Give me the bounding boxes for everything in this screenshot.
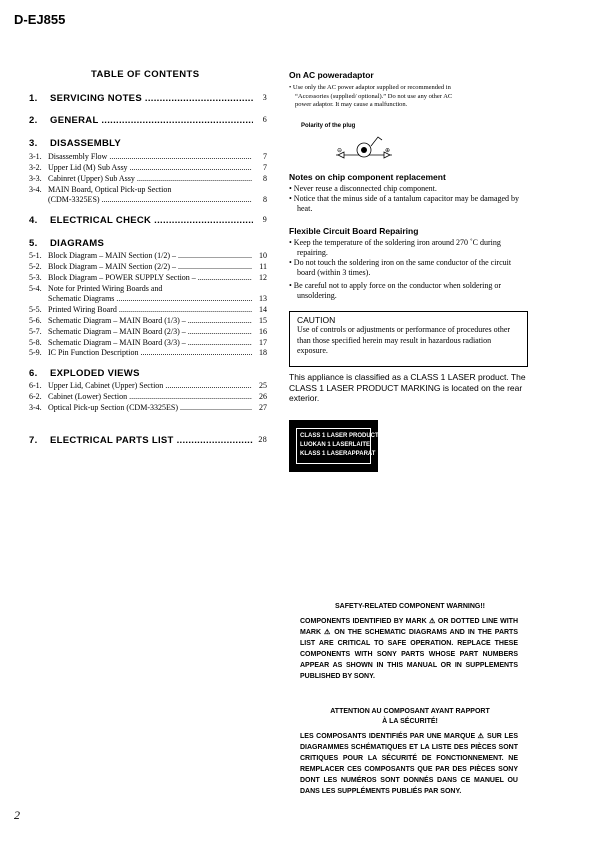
toc-item-number: 5-3. [29,273,42,282]
caution-text: Use of controls or adjustments or performance of procedures other than those specified herein may result in hazardous radiation exposure. [297,325,511,355]
toc-item-page: 11 [259,262,267,271]
toc-section-title: DISASSEMBLY [50,138,122,149]
toc-item-number: 5-1. [29,251,42,260]
toc-item-title: Note for Printed Wiring Boards and [48,284,163,293]
toc-item-page: 8 [263,174,267,183]
toc-item-number: 5-6. [29,316,42,325]
toc-item-number: 5-5. [29,305,42,314]
toc-item-title: Schematic Diagram – MAIN Board (3/3) – ..... [48,338,252,347]
toc-item-page: 13 [259,294,267,303]
toc-item-page: 26 [259,392,267,401]
toc-item-page: 17 [259,338,267,347]
toc-item-page: 15 [259,316,267,325]
toc-item[interactable] [29,392,269,403]
safety-warning-heading: SAFETY-RELATED COMPONENT WARNING!! [335,603,485,610]
toc-item-number: 3-1. [29,152,42,161]
toc-item-number: 5-8. [29,338,42,347]
model-number: D-EJ855 [14,12,66,27]
toc-item-page: 7 [263,163,267,172]
chip-bullet: • Notice that the minus side of a tantalum capacitor may be damaged by heat. [289,194,520,213]
toc-item-page: 10 [259,251,267,260]
toc-item[interactable] [29,327,269,338]
toc-item-title: IC Pin Function Description ..... [48,348,252,357]
toc-section-number: 1. [29,93,38,104]
toc-item[interactable] [29,273,269,284]
chip-bullet: • Never reuse a disconnected chip component. [289,184,437,193]
toc-item[interactable] [29,316,269,327]
toc-item-title: Block Diagram – MAIN Section (2/2) – ..... [48,262,252,271]
flex-bullet: • Be careful not to apply force on the conductor when soldering or unsoldering. [289,281,502,300]
toc-item-number: 5-9. [29,348,42,357]
toc-item[interactable] [29,195,269,206]
toc-item-title: Disassembly Flow ..... [48,152,252,161]
toc-title: TABLE OF CONTENTS [91,69,200,80]
toc-item-page: 27 [259,403,267,412]
toc-item[interactable] [29,262,269,273]
toc-section-number: 7. [29,435,38,446]
toc-item-page: 25 [259,381,267,390]
toc-item-number: 5-4. [29,284,42,293]
toc-item-title: (CDM-3325ES) ..... [48,195,252,204]
toc-item[interactable] [29,163,269,174]
toc-item-title: Schematic Diagrams ..... [48,294,252,303]
toc-section-title: EXPLODED VIEWS [50,368,140,379]
toc-section-page: 9 [262,215,267,224]
flex-bullet: • Do not touch the soldering iron on the same conductor of the circuit board (within 3 times). [289,258,512,277]
toc-item[interactable] [29,381,269,392]
toc-item-title: Schematic Diagram – MAIN Board (2/3) – ..... [48,327,252,336]
toc-item-title: Cabinet (Lower) Section ..... [48,392,252,401]
toc-section-number: 3. [29,138,38,149]
toc-item-number: 5-7. [29,327,42,336]
toc-item-title: Upper Lid, Cabinet (Upper) Section ..... [48,381,252,390]
toc-section[interactable] [29,115,269,127]
toc-item-number: 3-2. [29,163,42,172]
toc-item-page: 16 [259,327,267,336]
ac-adaptor-heading: On AC poweradaptor [289,70,374,80]
toc-item-number: 3-3. [29,174,42,183]
toc-section-page: 3 [262,93,267,102]
toc-item-title: Optical Pick-up Section (CDM-3325ES) ..... [48,403,252,412]
toc-item-title: Upper Lid (M) Sub Assy ..... [48,163,252,172]
toc-item-page: 12 [259,273,267,282]
toc-item-title: MAIN Board, Optical Pick-up Section [48,185,172,194]
safety-warning-fr-heading: ATTENTION AU COMPOSANT AYANT RAPPORT [330,708,490,715]
toc-item[interactable] [29,305,269,316]
toc-item-page: 18 [259,348,267,357]
toc-item-page: 7 [263,152,267,161]
flex-heading: Flexible Circuit Board Repairing [289,226,419,236]
toc-item[interactable] [29,403,269,414]
page-number: 2 [14,808,20,822]
toc-section-number: 5. [29,238,38,249]
laser-label-line: KLASS 1 LASERAPPARAT [300,451,376,457]
chip-heading: Notes on chip component replacement [289,172,446,182]
toc-section-number: 6. [29,368,38,379]
toc-item-title: Printed Wiring Board ..... [48,305,252,314]
toc-item-number: 6-2. [29,392,42,401]
toc-item[interactable] [29,174,269,185]
toc-section[interactable] [29,138,269,150]
safety-warning-body: COMPONENTS IDENTIFIED BY MARK ⚠ OR DOTTED LINE WITH MARK ⚠ ON THE SCHEMATIC DIAGRAMS AND IN THE PARTS LIST ARE CRITICAL TO SAFE OPERATION. REPLACE THESE COMPONENTS WITH SONY PARTS WHOSE PART NUMBERS APPEAR AS SHOWN IN THIS MANUAL OR IN SUPPLEMENTS PUBLISHED BY SONY. [300,618,518,680]
safety-warning-fr-body: LES COMPOSANTS IDENTIFIÉS PAR UNE MARQUE ⚠ SUR LES DIAGRAMMES SCHÉMATIQUES ET LA LISTE DES PIÈCES SONT CRITIQUES POUR LA SÉCURITÉ DE FONCTIONNEMENT. NE REMPLACER CES COMPOSANTS QUE PAR DES PIÈCES SONY DONT LES NUMÉROS SONT DONNÉS DANS CE MANUEL OU DANS LES SUPPLÉMENTS PUBLIÉS PAR SONY. [300,733,518,795]
caution-heading: CAUTION [297,315,336,325]
toc-section-number: 4. [29,215,38,226]
polarity-label: Polarity of the plug [301,123,356,129]
toc-section[interactable] [29,215,269,227]
toc-section[interactable] [29,368,269,380]
toc-item-page: 14 [259,305,267,314]
toc-section-page: 6 [262,115,267,124]
toc-item-title: Cabinret (Upper) Sub Assy ..... [48,174,252,183]
toc-item[interactable] [29,294,269,305]
safety-warning-fr-heading: À LA SÉCURITÉ! [382,718,438,725]
toc-section-title: ELECTRICAL PARTS LIST ..... [50,435,253,446]
toc-item-page: 8 [263,195,267,204]
toc-section-title: ELECTRICAL CHECK ..... [50,215,253,226]
laser-label-line: CLASS 1 LASER PRODUCT [300,433,379,439]
toc-item-title: Schematic Diagram – MAIN Board (1/3) – ..... [48,316,252,325]
toc-item-title: Block Diagram – MAIN Section (1/2) – ..... [48,251,252,260]
toc-section-title: GENERAL ..... [50,115,253,126]
toc-item-number: 6-1. [29,381,42,390]
toc-item-number: 3-4. [29,185,42,194]
toc-section[interactable] [29,238,269,250]
svg-text:⊕: ⊕ [385,148,391,154]
laser-label-line: LUOKAN 1 LASERLAITE [300,442,371,448]
toc-item[interactable] [29,251,269,262]
toc-section[interactable] [29,435,269,447]
toc-section-number: 2. [29,115,38,126]
toc-section[interactable] [29,93,269,105]
laser-class-text: This appliance is classified as a CLASS 1 LASER product. The CLASS 1 LASER PRODUCT MARKING is located on the rear exterior. [289,372,526,403]
toc-section-title: DIAGRAMS [50,238,105,249]
toc-item-number: 3-4. [29,403,42,412]
toc-item-number: 5-2. [29,262,42,271]
flex-bullet: • Keep the temperature of the soldering iron around 270 ˚C during repairing. [289,238,501,257]
toc-item[interactable] [29,152,269,163]
toc-section-title: SERVICING NOTES ..... [50,93,253,104]
svg-text:⊖: ⊖ [337,148,343,154]
toc-section-page: 28 [258,435,267,444]
ac-adaptor-note: • Use only the AC power adaptor supplied or recommended in “Accessories (supplied/ optional).” Do not use any other AC power adaptor. It may cause a malfunction. [289,84,453,108]
plug-polarity-icon [334,134,394,164]
toc-item[interactable] [29,348,269,359]
toc-item-title: Block Diagram – POWER SUPPLY Section – ..... [48,273,252,282]
